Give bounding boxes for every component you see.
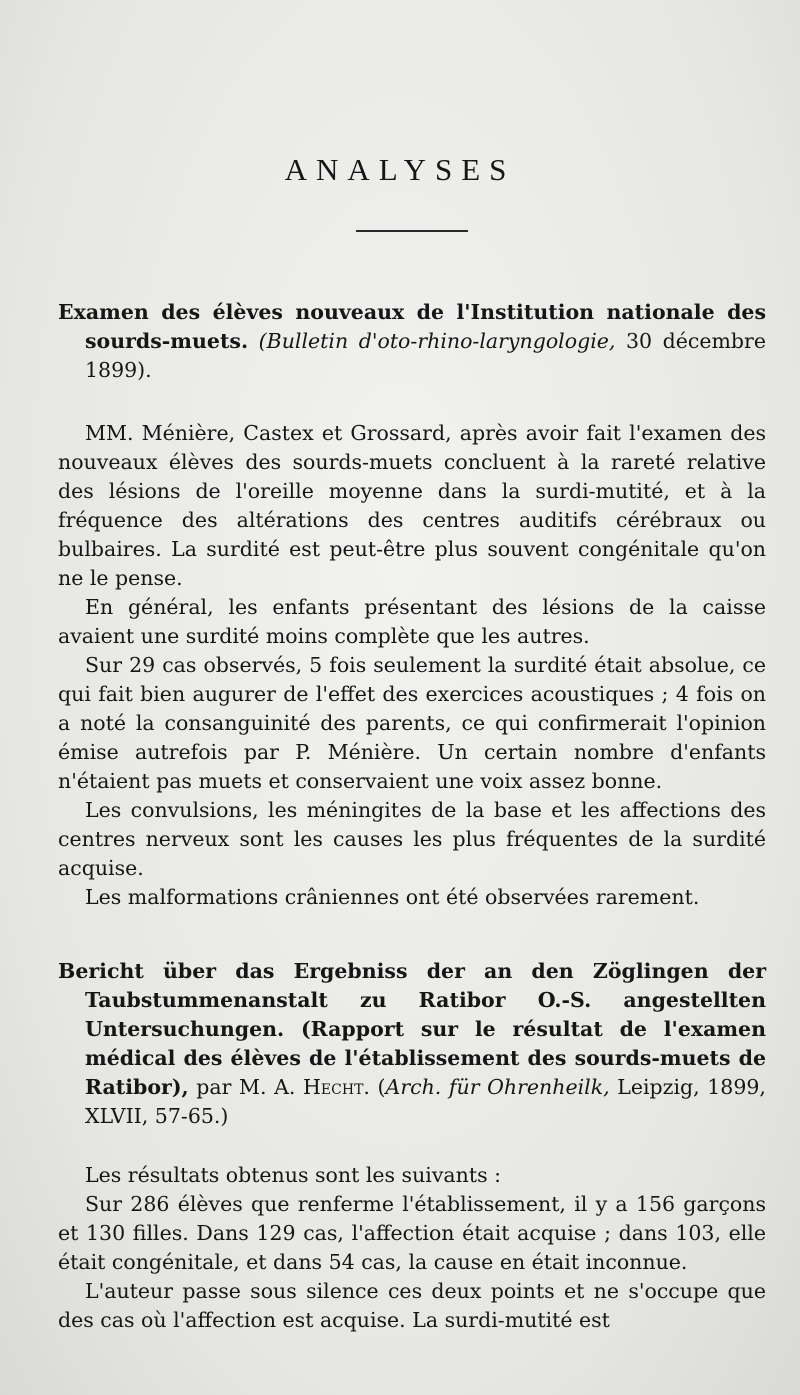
article-2-source-details: Leipzig, 1899, XLVII, 57-65.): [85, 1075, 766, 1128]
article-2-paragraph: Les résultats obtenus sont les suivants :: [85, 1163, 502, 1187]
article-2-source-paren: (: [377, 1075, 386, 1099]
article-1-title-text: Examen des élèves nouveaux de l'Institution nationale des sourds-muets.: [58, 300, 766, 353]
article-2-title: [58, 957, 766, 1131]
article-1-paragraph: Sur 29 cas observés, 5 fois seulement la surdité était absolue, ce qui fait bien augurer de l'effet des exercices acoustiques ; 4 fois on a noté la consanguinité des parents, ce qui confirmerait l'opinion émise autrefois par P. Ménière. Un certain nombre d'enfants n'étaient pas muets et conservaient une voix assez bonne.: [58, 653, 766, 793]
article-2-paragraph: Sur 286 élèves que renferme l'établissement, il y a 156 garçons et 130 filles. Dans 129 cas, l'affection était acquise ; dans 103, elle était congénitale, et dans 54 cas, la cause en était inconnue.: [58, 1192, 766, 1274]
article-1-paragraph: Les convulsions, les méningites de la base et les affections des centres nerveux sont les causes les plus fréquentes de la surdité acquise.: [58, 798, 766, 880]
page-heading: ANALYSES: [284, 152, 516, 187]
article-1-paragraph: En général, les enfants présentant des lésions de la caisse avaient une surdité moins complète que les autres.: [58, 595, 766, 648]
article-2-source-journal-3: Ohrenheilk,: [487, 1075, 610, 1099]
article-2-source-journal-2: für: [448, 1075, 480, 1099]
article-2-source-journal-1: Arch.: [385, 1075, 442, 1099]
article-2-title-text: Bericht über das Ergebniss der an den Zöglingen der Taubstummenanstalt zu Ratibor O.-S. angestellten Untersuchungen. (Rapport sur le résultat de l'examen médical des élèves de l'établissement des sourds-muets de Ratibor),: [58, 959, 766, 1099]
article-1-paragraph: MM. Ménière, Castex et Grossard, après avoir fait l'examen des nouveaux élèves des sourds-muets concluent à la rareté relative des lésions de l'oreille moyenne dans la surdi-mutité, et à la fréquence des altérations des centres auditifs cérébraux ou bulbaires. La surdité est peut-être plus souvent congénitale qu'on ne le pense.: [58, 421, 766, 590]
article-1-source-journal: (Bulletin d'oto-rhino-laryngologie,: [258, 329, 616, 353]
article-2-author-prefix: par M. A.: [196, 1075, 296, 1099]
article-1-source-date: 30 décembre 1899).: [85, 329, 766, 382]
article-1-paragraph: Les malformations crâniennes ont été observées rarement.: [85, 885, 700, 909]
article-1: [58, 298, 766, 912]
article-1-title: [58, 298, 766, 385]
article-2-paragraph: L'auteur passe sous silence ces deux points et ne s'occupe que des cas où l'affection est acquise. La surdi-mutité est: [58, 1279, 766, 1332]
article-2: [58, 957, 766, 1335]
article-2-author-name: Hecht.: [303, 1075, 370, 1099]
heading-rule: [356, 230, 468, 232]
